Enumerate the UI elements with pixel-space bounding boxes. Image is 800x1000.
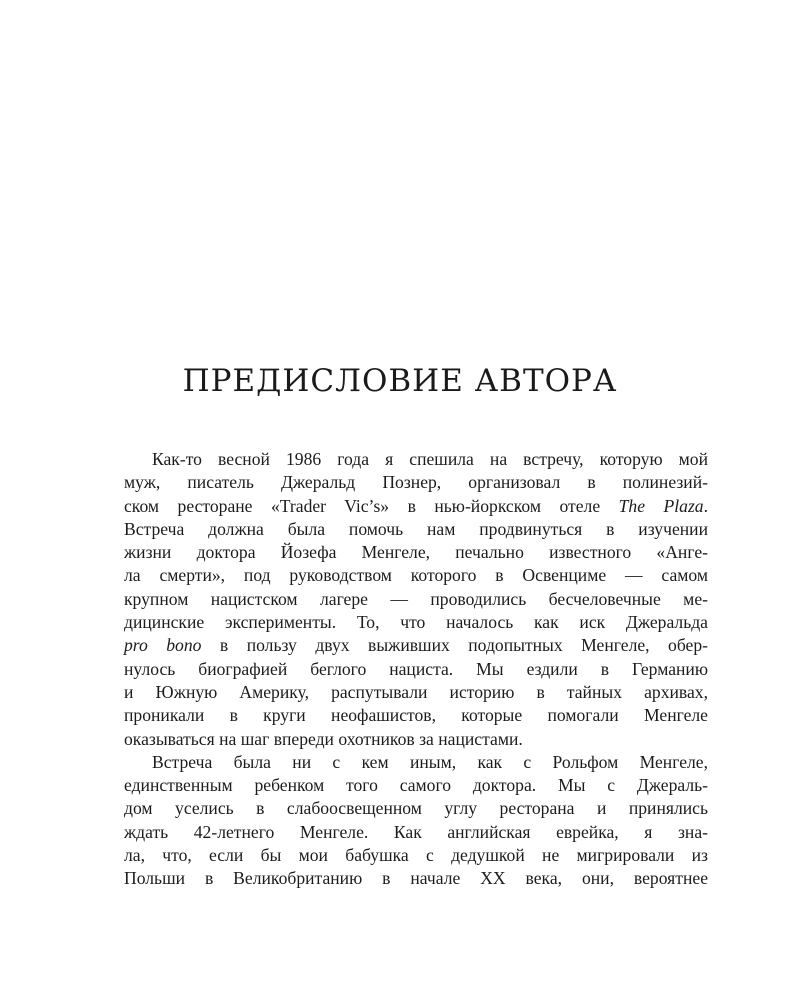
text-line: единственным ребенком того самого доктора. Мы с Джераль- bbox=[124, 775, 708, 796]
text-line: Встреча должна была помочь нам продвинуться в изучении bbox=[124, 518, 708, 539]
text-line: дицинские эксперименты. То, что началось как иск Джеральда bbox=[124, 612, 708, 633]
text-line: ждать 42-летнего Менгеле. Как английская еврейка, я зна- bbox=[124, 821, 708, 842]
text-line: Как-то весной 1986 года я спешила на встречу, которую мой bbox=[152, 449, 708, 469]
text-line: ла смерти», под руководством которого в Освенциме — самом bbox=[124, 565, 708, 586]
text-line: нулось биографией беглого нациста. Мы ездили в Германию bbox=[124, 658, 708, 679]
text-line bbox=[124, 634, 708, 657]
text-line: муж, писатель Джеральд Познер, организовал в полинезий- bbox=[124, 472, 708, 493]
text-line: жизни доктора Йозефа Менгеле, печально известного «Анге- bbox=[124, 542, 708, 563]
italic-latin-phrase: pro bono bbox=[124, 635, 202, 656]
text-line: Встреча была ни с кем иным, как с Рольфом Менгеле, bbox=[152, 751, 708, 772]
text-line bbox=[124, 495, 708, 518]
period: . bbox=[703, 495, 708, 516]
text-line: проникали в круги неофашистов, которые помогали Менгеле bbox=[124, 705, 708, 726]
text-line: и Южную Америку, распутывали историю в тайных архивах, bbox=[124, 681, 708, 702]
chapter-title: ПРЕДИСЛОВИЕ АВТОРА bbox=[182, 363, 618, 399]
text-line: Польши в Великобританию в начале XX века, они, вероятнее bbox=[124, 868, 708, 889]
text-line-part: в пользу двух выживших подопытных Менгеле, обер- bbox=[201, 635, 709, 656]
text-line: ла, что, если бы мои бабушка с дедушкой не мигрировали из bbox=[124, 845, 708, 866]
body-text bbox=[124, 448, 708, 891]
text-line: дом уселись в слабоосвещенном углу ресторана и принялись bbox=[124, 798, 708, 819]
text-line-part: ском ресторане «Trader Vic’s» в нью-йоркском отеле bbox=[124, 495, 619, 516]
text-line: оказываться на шаг впереди охотников за нацистами. bbox=[124, 728, 523, 749]
italic-hotel-name: The Plaza bbox=[618, 495, 704, 516]
text-line: крупном нацистском лагере — проводились бесчеловечные ме- bbox=[124, 588, 708, 609]
